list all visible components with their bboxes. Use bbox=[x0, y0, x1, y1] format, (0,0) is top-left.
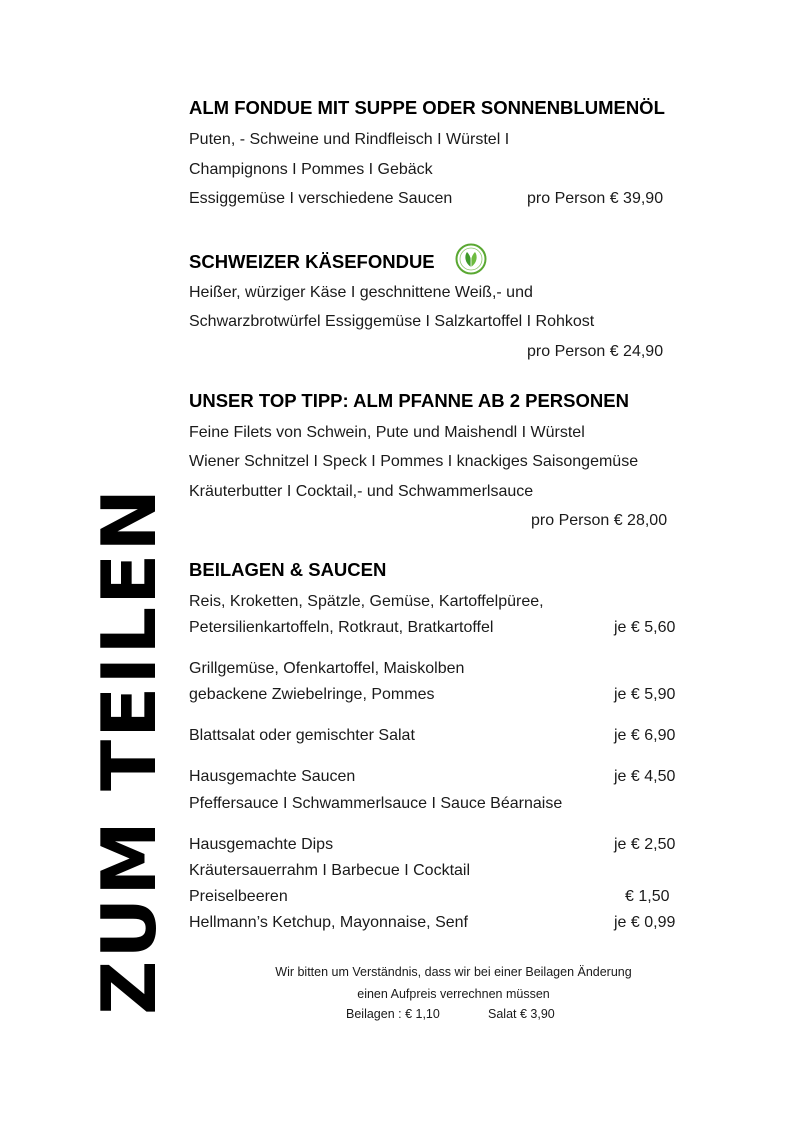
side-group4-line1: Hausgemachte Saucen bbox=[189, 768, 356, 785]
section-title-kaesefondue: SCHWEIZER KÄSEFONDUE bbox=[189, 251, 435, 272]
side-group7-price: je € 0,99 bbox=[614, 914, 676, 931]
vegetarian-leaf-icon bbox=[455, 243, 487, 275]
side-group2-line1: Grillgemüse, Ofenkartoffel, Maiskolben bbox=[189, 660, 465, 677]
side-group1-line1: Reis, Kroketten, Spätzle, Gemüse, Kartoffelpüree, bbox=[189, 593, 544, 610]
section2-line1: Heißer, würziger Käse I geschnittene Weiß,- und bbox=[189, 284, 533, 301]
section1-line2: Champignons I Pommes I Gebäck bbox=[189, 161, 433, 178]
side-group3-price: je € 6,90 bbox=[614, 727, 676, 744]
section3-line1: Feine Filets von Schwein, Pute und Maishendl I Würstel bbox=[189, 424, 585, 441]
footer-salat-surcharge: Salat € 3,90 bbox=[488, 1007, 555, 1021]
section-title-alm-pfanne: UNSER TOP TIPP: ALM PFANNE AB 2 PERSONEN bbox=[189, 390, 629, 411]
side-group6-price: € 1,50 bbox=[625, 888, 670, 905]
side-group5-price: je € 2,50 bbox=[614, 836, 676, 853]
side-group5-line1: Hausgemachte Dips bbox=[189, 836, 334, 853]
side-title: ZUM TEILEN bbox=[85, 486, 173, 1015]
section2-price: pro Person € 24,90 bbox=[527, 343, 664, 360]
side-group5-line2: Kräutersauerrahm I Barbecue I Cocktail bbox=[189, 862, 471, 879]
side-group2-line2: gebackene Zwiebelringe, Pommes bbox=[189, 686, 435, 703]
side-group7-line1: Hellmann’s Ketchup, Mayonnaise, Senf bbox=[189, 914, 468, 931]
side-group4-line2: Pfeffersauce I Schwammerlsauce I Sauce Béarnaise bbox=[189, 795, 563, 812]
side-group1-price: je € 5,60 bbox=[614, 619, 676, 636]
section3-line3: Kräuterbutter I Cocktail,- und Schwammerlsauce bbox=[189, 483, 534, 500]
side-group2-price: je € 5,90 bbox=[614, 686, 676, 703]
side-group6-line1: Preiselbeeren bbox=[189, 888, 288, 905]
section2-line2: Schwarzbrotwürfel Essiggemüse I Salzkartoffel I Rohkost bbox=[189, 313, 595, 330]
footer-beilagen-surcharge: Beilagen : € 1,10 bbox=[346, 1007, 440, 1021]
side-group4-price: je € 4,50 bbox=[614, 768, 676, 785]
section1-price: pro Person € 39,90 bbox=[527, 190, 664, 207]
section1-line3: Essiggemüse I verschiedene Saucen bbox=[189, 190, 453, 207]
footer-note-line1: Wir bitten um Verständnis, dass wir bei einer Beilagen Änderung bbox=[275, 965, 632, 979]
section1-line1: Puten, - Schweine und Rindfleisch I Würstel I bbox=[189, 131, 510, 148]
footer-note-line2: einen Aufpreis verrechnen müssen bbox=[357, 987, 550, 1001]
side-group3-line1: Blattsalat oder gemischter Salat bbox=[189, 727, 415, 744]
section3-line2: Wiener Schnitzel I Speck I Pommes I knackiges Saisongemüse bbox=[189, 453, 639, 470]
section-title-beilagen: BEILAGEN & SAUCEN bbox=[189, 559, 387, 580]
section-title-alm-fondue: ALM FONDUE MIT SUPPE ODER SONNENBLUMENÖL bbox=[189, 97, 665, 118]
section3-price: pro Person € 28,00 bbox=[531, 512, 668, 529]
side-group1-line2: Petersilienkartoffeln, Rotkraut, Bratkartoffel bbox=[189, 619, 494, 636]
